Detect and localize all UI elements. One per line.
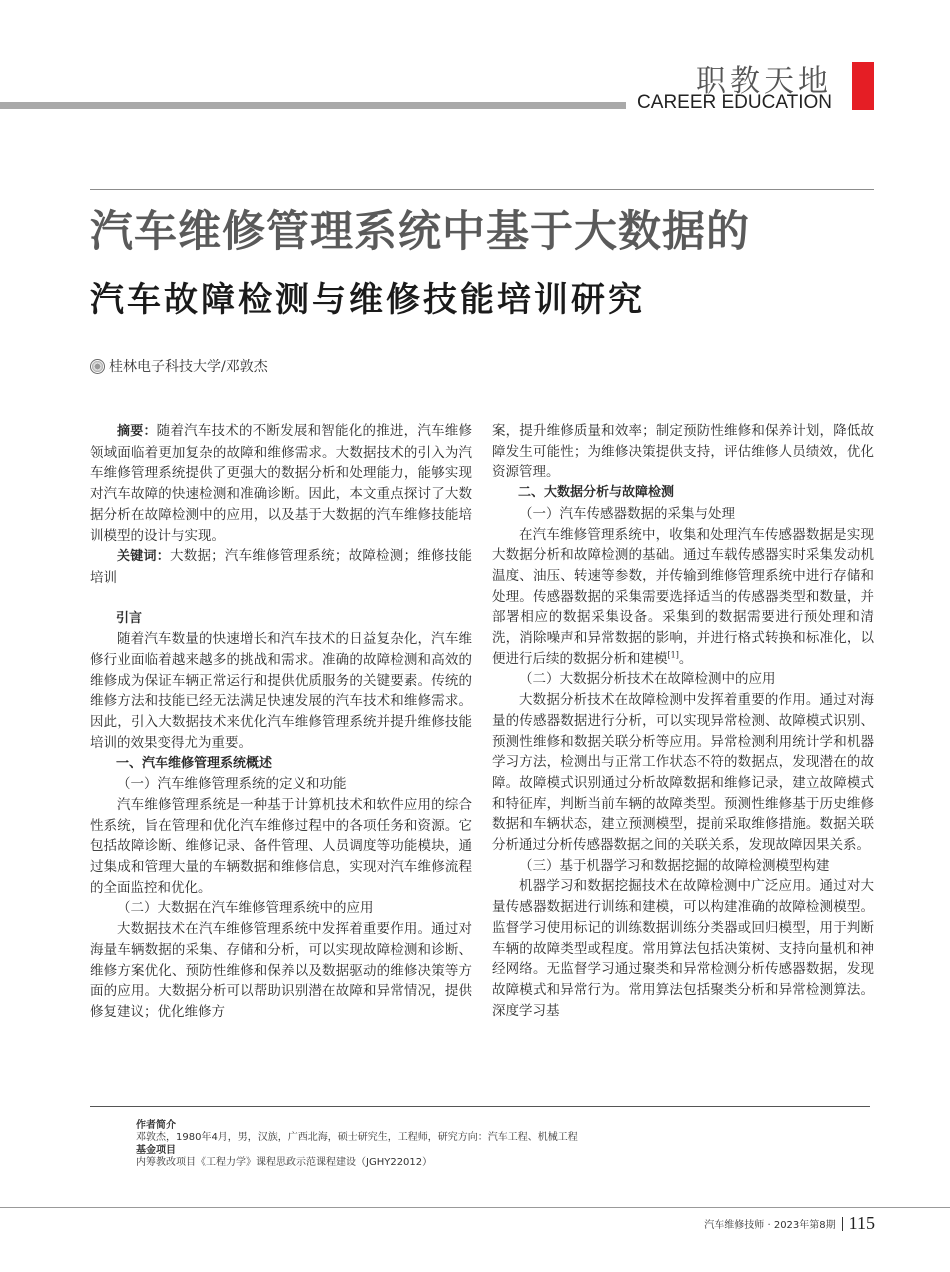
footer-rule (0, 1207, 950, 1208)
continued-paragraph: 案，提升维修质量和效率；制定预防性维修和保养计划，降低故障发生可能性；为维修决策提供支持，评估维修人员绩效，优化资源管理。 (492, 423, 874, 481)
footer-separator (842, 1217, 843, 1231)
section2-2-heading: （二）大数据分析技术在故障检测中的应用 (519, 671, 776, 688)
article-title-line2: 汽车故障检测与维修技能培训研究 (90, 280, 645, 320)
fund-label: 基金项目 (136, 1144, 176, 1156)
keywords-label: 关键词： (117, 549, 170, 565)
section2-3-heading: （三）基于机器学习和数据挖掘的故障检测模型构建 (519, 857, 830, 874)
section2-1-heading: （一）汽车传感器数据的采集与处理 (519, 505, 735, 522)
journal-issue: 汽车维修技师 · 2023年第8期 (704, 1220, 836, 1231)
section-title-en: CAREER EDUCATION (637, 92, 832, 113)
left-column (90, 421, 472, 1023)
author-line (90, 356, 268, 376)
citation: [1] (667, 650, 679, 660)
university-seal-icon (90, 359, 105, 374)
header-rule (90, 189, 874, 190)
footnote-rule (90, 1106, 870, 1107)
section2-heading: 二、大数据分析与故障检测 (518, 485, 675, 501)
fund-text: 内筹教改项目《工程力学》课程思政示范课程建设（JGHY22012） (136, 1156, 433, 1168)
keywords-text: 大数据；汽车维修管理系统；故障检测；维修技能培训 (90, 548, 472, 586)
section1-1-heading: （一）汽车维修管理系统的定义和功能 (117, 776, 347, 793)
section2-1-text: 在汽车维修管理系统中，收集和处理汽车传感器数据是实现大数据分析和故障检测的基础。通过车载传感器实时采集发动机温度、油压、转速等参数，并传输到维修管理系统中进行存储和处理。传感器数据的采集需要选择适当的传感器类型和数量，并部署相应的数据采集设备。采集到的数据需要进行预处理和清洗，消除噪声和异常数据的影响，并进行格式转换和标准化，以便进行后续的数据分析和建模 (492, 526, 874, 667)
section2-3-paragraph: 机器学习和数据挖掘技术在故障检测中广泛应用。通过对大量传感器数据进行训练和建模，可以构建准确的故障检测模型。监督学习使用标记的训练数据训练分类器或回归模型，用于判断车辆的故障类型或程度。常用算法包括决策树、支持向量机和神经网络。无监督学习通过聚类和异常检测分析传感器数据，发现故障模式和异常行为。常用算法包括聚类分析和异常检测算法。深度学习基 (492, 878, 874, 1019)
right-column (492, 421, 874, 1021)
abstract-label: 摘要： (117, 424, 157, 439)
section1-2-paragraph: 大数据技术在汽车维修管理系统中发挥着重要作用。通过对海量车辆数据的采集、存储和分析，可以实现故障检测和诊断、维修方案优化、预防性维修和保养以及数据驱动的维修决策等方面的应用。大数据分析可以帮助识别潜在故障和异常情况，提供修复建议；优化维修方 (90, 921, 472, 1020)
page-footer (704, 1213, 875, 1234)
author-text: 桂林电子科技大学/邓敦杰 (109, 359, 268, 375)
article-title-line1: 汽车维修管理系统中基于大数据的 (90, 207, 750, 257)
section2-1-paragraph: 在汽车维修管理系统中，收集和处理汽车传感器数据是实现大数据分析和故障检测的基础。通过车载传感器实时采集发动机温度、油压、转速等参数，并传输到维修管理系统中进行存储和处理。传感器数据的采集需要选择适当的传感器类型和数量，并部署相应的数据采集设备。采集到的数据需要进行预处理和清洗，消除噪声和异常数据的影响，并进行格式转换和标准化，以便进行后续的数据分析和建模[1]。 (492, 526, 874, 667)
page-number: 115 (848, 1213, 875, 1233)
header-gray-bar (0, 102, 626, 109)
keywords (90, 546, 472, 588)
abstract-text: 随着汽车技术的不断发展和智能化的推进，汽车维修领域面临着更加复杂的故障和维修需求。大数据技术的引入为汽车维修管理系统提供了更强大的数据分析和处理能力，能够实现对汽车故障的快速检测和准确诊断。因此，本文重点探讨了大数据分析在故障检测中的应用，以及基于大数据的汽车维修技能培训模型的设计与实现。 (90, 423, 472, 544)
section2-2-paragraph: 大数据分析技术在故障检测中发挥着重要的作用。通过对海量的传感器数据进行分析，可以实现异常检测、故障模式识别、预测性维修和数据关联分析等应用。异常检测利用统计学和机器学习方法，检测出与正常工作状态不符的数据点，发现潜在的故障。故障模式识别通过分析故障数据和维修记录，建立故障模式和特征库，判断当前车辆的故障类型。预测性维修基于历史维修数据和车辆状态，建立预测模型，提前采取维修措施。数据关联分析通过分析传感器数据之间的关联关系，发现故障因果关系。 (492, 692, 874, 854)
author-bio-label: 作者简介 (136, 1120, 176, 1131)
abstract (90, 421, 472, 546)
author-bio-text: 邓敦杰，1980年4月，男，汉族，广西北海，硕士研究生，工程师，研究方向：汽车工程、机械工程 (136, 1132, 578, 1144)
intro-heading: 引言 (116, 610, 143, 626)
section1-1-paragraph: 汽车维修管理系统是一种基于计算机技术和软件应用的综合性系统，旨在管理和优化汽车维修过程中的各项任务和资源。它包括故障诊断、维修记录、备件管理、人员调度等功能模块，通过集成和管理大量的车辆数据和维修信息，实现对汽车维修流程的全面监控和优化。 (90, 796, 472, 896)
section-title-cn: 职教天地 (696, 64, 832, 99)
intro-paragraph: 随着汽车数量的快速增长和汽车技术的日益复杂化，汽车维修行业面临着越来越多的挑战和需求。准确的故障检测和高效的维修成为保证车辆正常运行和提供优质服务的关键要素。传统的维修方法和技能已经无法满足快速发展的汽车技术和维修需求。因此，引入大数据技术来优化汽车维修管理系统并提升维修技能培训的效果变得尤为重要。 (90, 631, 472, 751)
section1-2-heading: （二）大数据在汽车维修管理系统中的应用 (117, 900, 374, 917)
footnote (136, 1120, 578, 1169)
section-accent-block (852, 62, 874, 110)
section1-heading: 一、汽车维修管理系统概述 (116, 755, 273, 771)
